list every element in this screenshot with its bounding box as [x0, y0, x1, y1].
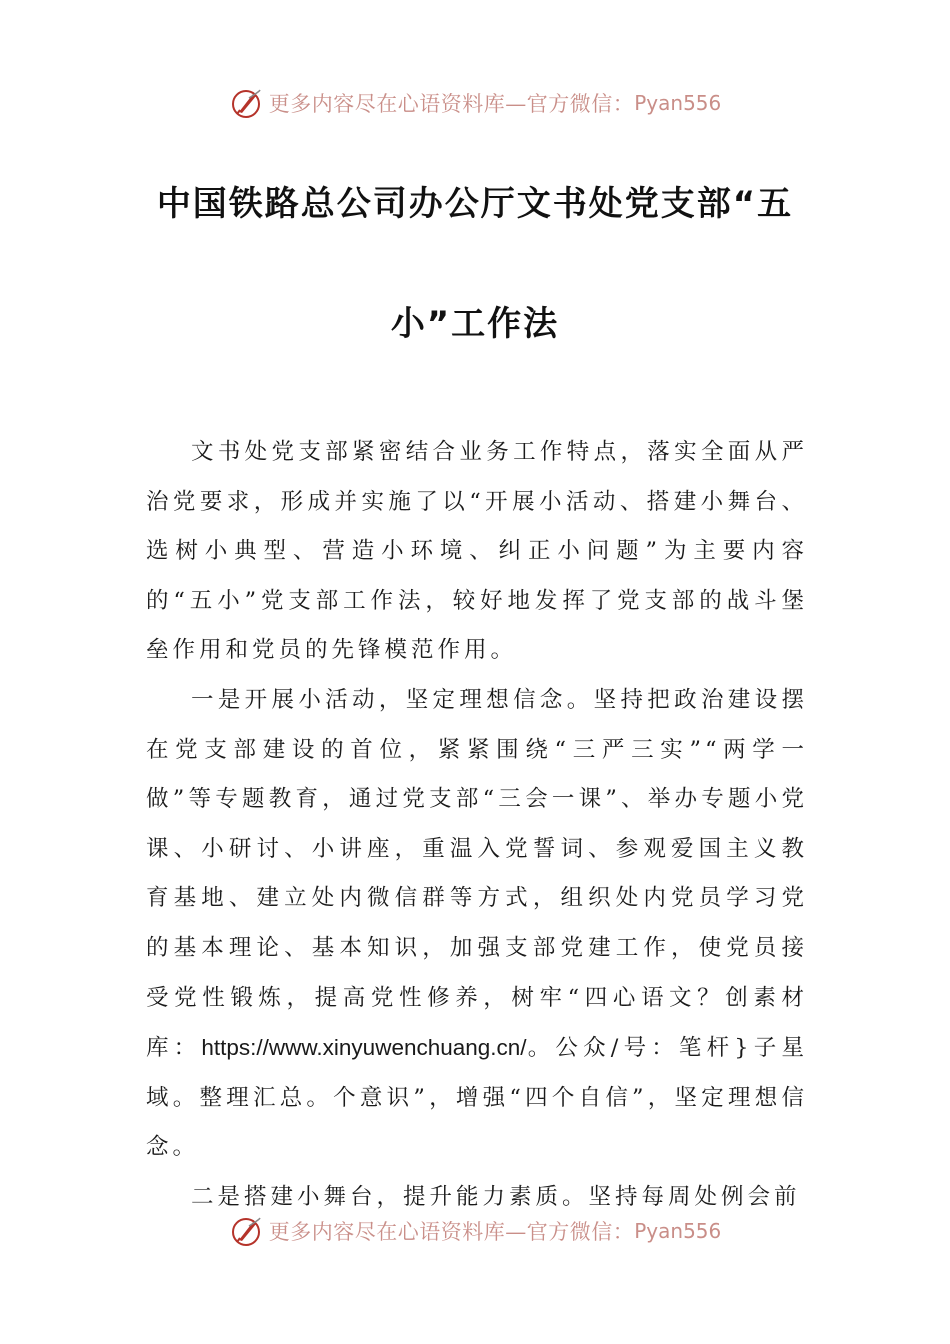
banner-text: 更多内容尽在心语资料库—官方微信： — [268, 1220, 635, 1244]
banner-wechat-id: Pyan556 — [634, 91, 722, 115]
paragraph-1: 文书处党支部紧密结合业务工作特点，落实全面从严治党要求，形成并实施了以“开展小活动、搭建小舞台、选树小典型、营造小环境、纠正小问题”为主要内容的“五小”党支部工作法，较好地发挥了党支部的战斗堡垒作用和党员的先锋模范作用。 — [146, 439, 808, 664]
paragraph-2-text-b: 。公众/号：笔杆}子星域。整理汇总。个意识”，增强“四个自信”，坚定理想信念。 — [146, 1035, 808, 1161]
quill-logo-icon — [229, 1214, 263, 1248]
paragraph-2-text-a: 一是开展小活动，坚定理想信念。坚持把政治建设摆在党支部建设的首位，紧紧围绕“三严三实”“两学一做”等专题教育，通过党支部“三会一课”、举办专题小党课、小研讨、小讲座，重温入党誓词、参观爱国主义教育基地、建立处内微信群等方式，组织处内党员学习党的基本理论、基本知识，加强支部党建工作，使党员接受党性锻炼，提高党性修养，树牢“四心语文？创素材库： — [146, 686, 808, 1062]
source-url: https://www.xinyuwenchuang.cn/ — [201, 1035, 527, 1061]
banner-text: 更多内容尽在心语资料库—官方微信： — [268, 92, 635, 116]
header-banner — [0, 83, 950, 123]
document-title-line-1: 中国铁路总公司办公厅文书处党支部“五 — [156, 184, 794, 224]
paragraph-2 — [146, 676, 808, 1173]
paragraph-3: 二是搭建小舞台，提升能力素质。坚持每周处例会前 — [191, 1183, 801, 1210]
document-body — [146, 428, 808, 1223]
quill-logo-icon — [229, 86, 263, 120]
banner-wechat-id: Pyan556 — [634, 1219, 722, 1243]
footer-banner — [0, 1211, 950, 1251]
document-title-line-2: 小”工作法 — [390, 304, 560, 344]
